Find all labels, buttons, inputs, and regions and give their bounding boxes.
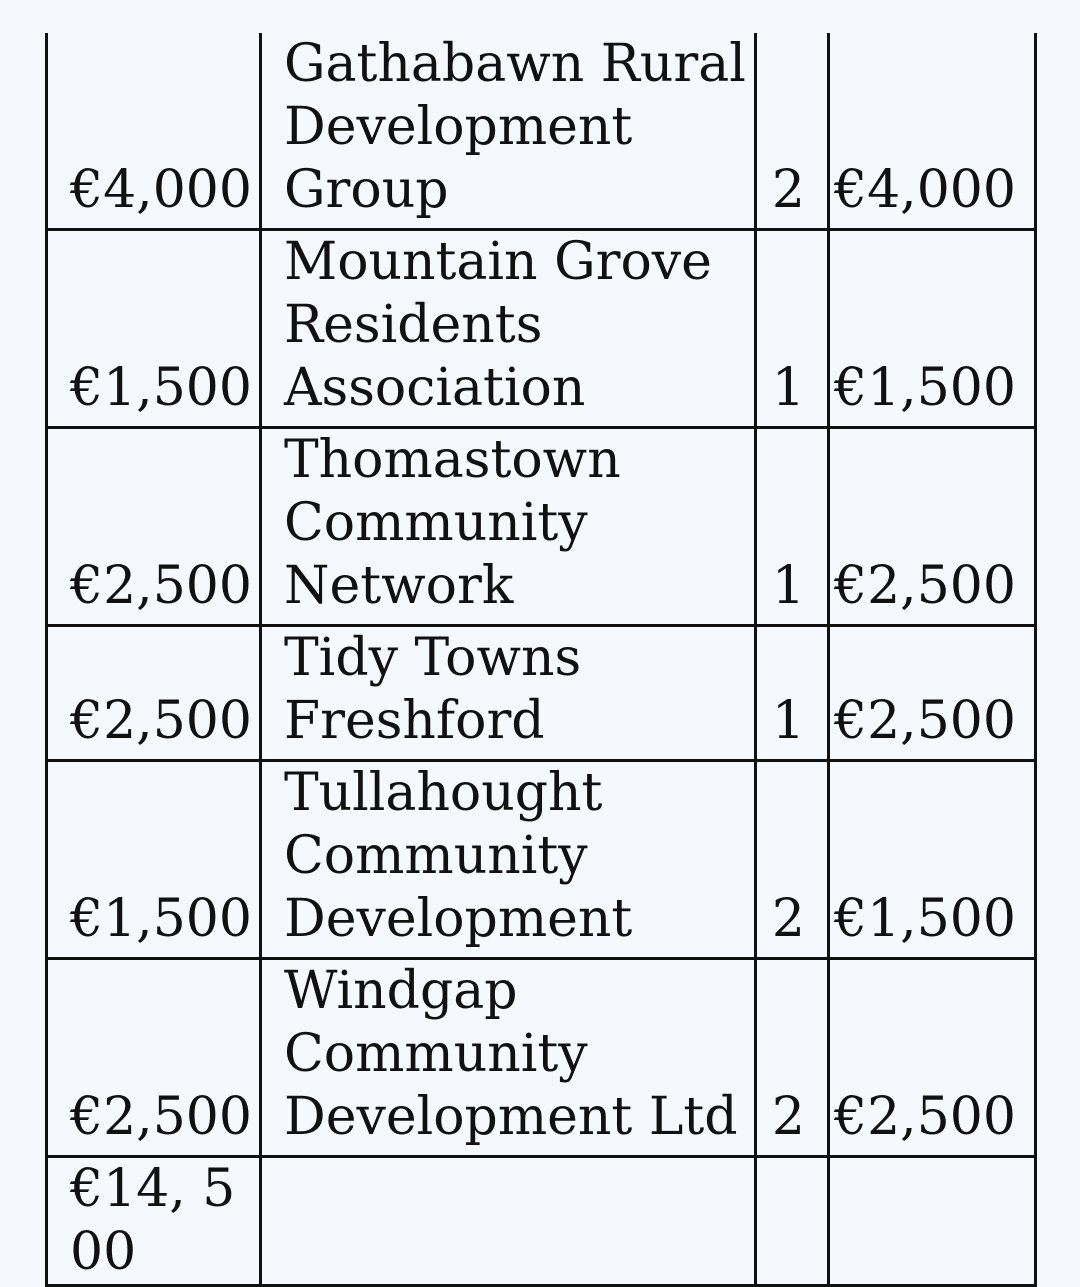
grant-amount-cell: €1,500 bbox=[47, 761, 261, 959]
total-amount-cell: €1,500 bbox=[829, 230, 1036, 428]
count-cell: 2 bbox=[756, 959, 829, 1157]
total-amount-cell: €2,500 bbox=[829, 428, 1036, 626]
table-row bbox=[47, 230, 1036, 428]
table-row bbox=[47, 428, 1036, 626]
count-cell: 1 bbox=[756, 230, 829, 428]
group-name-cell: Mountain Grove Residents Association bbox=[261, 230, 756, 428]
grant-amount-cell: €1,500 bbox=[47, 230, 261, 428]
total-amount-cell: €4,000 bbox=[829, 33, 1036, 230]
total-amount-cell: €2,500 bbox=[829, 959, 1036, 1157]
empty-cell bbox=[829, 1157, 1036, 1286]
empty-cell bbox=[756, 1157, 829, 1286]
group-name-cell: Gathabawn Rural Development Group bbox=[261, 33, 756, 230]
table-row bbox=[47, 33, 1036, 230]
count-cell: 2 bbox=[756, 761, 829, 959]
table-row bbox=[47, 761, 1036, 959]
group-name-cell: Tidy Towns Freshford bbox=[261, 626, 756, 761]
grants-table bbox=[45, 33, 1037, 1287]
grant-amount-cell: €2,500 bbox=[47, 959, 261, 1157]
count-cell: 1 bbox=[756, 626, 829, 761]
table-row bbox=[47, 959, 1036, 1157]
total-amount-cell: €2,500 bbox=[829, 626, 1036, 761]
empty-cell bbox=[261, 1157, 756, 1286]
count-cell: 2 bbox=[756, 33, 829, 230]
group-name-cell: Thomastown Community Network bbox=[261, 428, 756, 626]
grand-total-cell: €14, 500 bbox=[47, 1157, 261, 1286]
total-amount-cell: €1,500 bbox=[829, 761, 1036, 959]
grant-amount-cell: €2,500 bbox=[47, 626, 261, 761]
table-row bbox=[47, 626, 1036, 761]
grant-amount-cell: €2,500 bbox=[47, 428, 261, 626]
count-cell: 1 bbox=[756, 428, 829, 626]
grant-amount-cell: €4,000 bbox=[47, 33, 261, 230]
table-total-row bbox=[47, 1157, 1036, 1286]
group-name-cell: Windgap Community Development Ltd bbox=[261, 959, 756, 1157]
group-name-cell: Tullahought Community Development bbox=[261, 761, 756, 959]
